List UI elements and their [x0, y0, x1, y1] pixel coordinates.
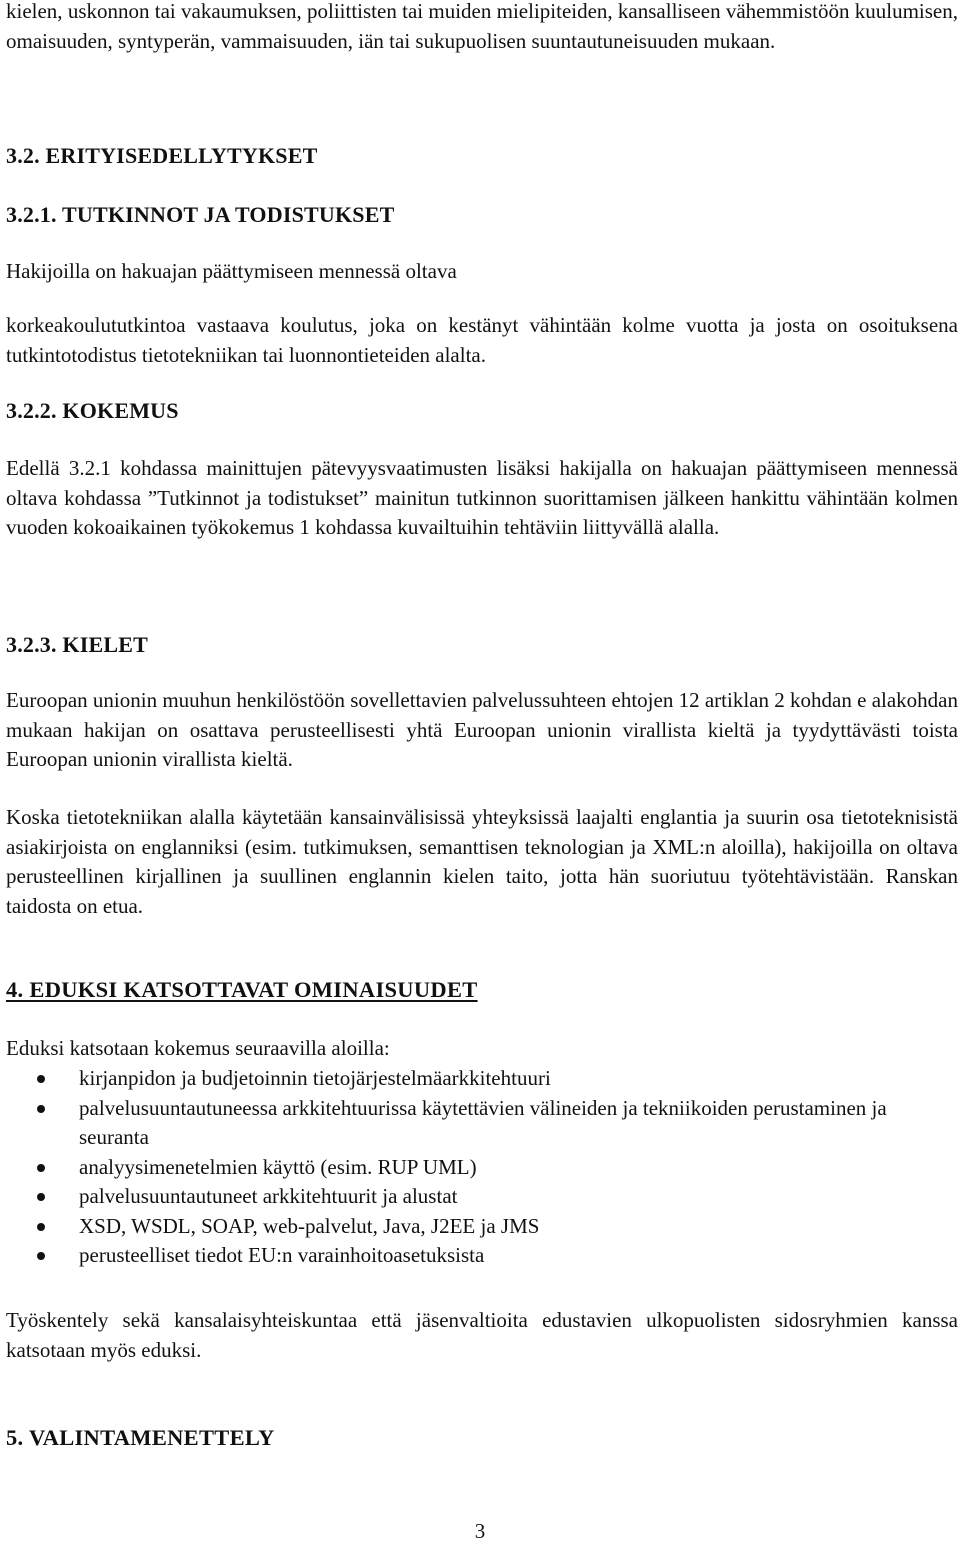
advantage-intro-paragraph: Eduksi katsotaan kokemus seuraavilla aloilla:	[6, 1036, 390, 1060]
stakeholders-paragraph: Työskentely sekä kansalaisyhteiskuntaa että jäsenvaltioita edustavien ulkopuolisten sidosryhmien kanssa katsotaan myös eduksi.	[6, 1308, 958, 1362]
languages-paragraph: Euroopan unionin muuhun henkilöstöön sovellettavien palvelussuhteen ehtojen 12 artiklan 2 kohdan e alakohdan mukaan hakijan on osattava perusteellisesti yhtä Euroopan unionin virallista kieltä ja tyydyttävästi toista Euroopan unionin virallista kieltä.	[6, 688, 958, 771]
list-item: perusteelliset tiedot EU:n varainhoitoasetuksista	[6, 1241, 958, 1271]
bullet-icon	[37, 1105, 45, 1113]
english-requirement-paragraph: Koska tietotekniikan alalla käytetään kansainvälisissä yhteyksissä laajalti englantia ja suurin osa tietoteknisistä asiakirjoista on englanniksi (esim. tutkimuksen, semanttisen teknologian ja XML:n aloilla), hakijoilla on oltava perusteellinen kirjallinen ja suullinen englannin kielen taito, jotta hän suoriutuu työtehtävistään. Ranskan taidosta on etua.	[6, 805, 958, 918]
page-number: 3	[474, 1519, 486, 1543]
list-item: XSD, WSDL, SOAP, web-palvelut, Java, J2EE ja JMS	[6, 1212, 958, 1242]
section-heading-4: 4. EDUKSI KATSOTTAVAT OMINAISUUDET	[6, 977, 478, 1002]
intro-paragraph: kielen, uskonnon tai vakaumuksen, poliittisten tai muiden mielipiteiden, kansalliseen vähemmistöön kuulumisen, omaisuuden, syntyperän, vammaisuuden, iän tai sukupuolisen suuntautuneisuuden mukaan.	[6, 0, 958, 53]
section-heading-3-2-3: 3.2.3. KIELET	[6, 632, 148, 657]
qualification-intro-paragraph: Hakijoilla on hakuajan päättymiseen mennessä oltava	[6, 259, 457, 283]
bullet-icon	[37, 1075, 45, 1083]
experience-paragraph: Edellä 3.2.1 kohdassa mainittujen pätevyysvaatimusten lisäksi hakijalla on hakuajan päättymiseen mennessä oltava kohdassa ”Tutkinnot ja todistukset” mainitun tutkinnon suorittamisen jälkeen hankittu vähintään kolmen vuoden kokoaikainen työkokemus 1 kohdassa kuvailtuihin tehtäviin liittyvällä alalla.	[6, 456, 958, 539]
list-item: analyysimenetelmien käyttö (esim. RUP UML)	[6, 1153, 958, 1183]
section-heading-3-2-2: 3.2.2. KOKEMUS	[6, 398, 179, 423]
section-heading-3-2: 3.2. ERITYISEDELLYTYKSET	[6, 143, 318, 168]
degree-requirement-paragraph: korkeakoulututkintoa vastaava koulutus, joka on kestänyt vähintään kolme vuotta ja josta on osoituksena tutkintotodistus tietotekniikan tai luonnontieteiden alalta.	[6, 313, 958, 367]
section-heading-3-2-1: 3.2.1. TUTKINNOT JA TODISTUKSET	[6, 202, 395, 227]
bullet-icon	[37, 1164, 45, 1172]
bullet-icon	[37, 1193, 45, 1201]
list-item: palvelusuuntautuneessa arkkitehtuurissa käytettävien välineiden ja tekniikoiden perustaminen ja seuranta	[6, 1094, 958, 1153]
list-item: palvelusuuntautuneet arkkitehtuurit ja alustat	[6, 1182, 958, 1212]
bullet-icon	[37, 1223, 45, 1231]
list-item: kirjanpidon ja budjetoinnin tietojärjestelmäarkkitehtuuri	[6, 1064, 958, 1094]
section-heading-5: 5. VALINTAMENETTELY	[6, 1425, 275, 1450]
bullet-icon	[37, 1252, 45, 1260]
advantage-list	[6, 1064, 958, 1271]
